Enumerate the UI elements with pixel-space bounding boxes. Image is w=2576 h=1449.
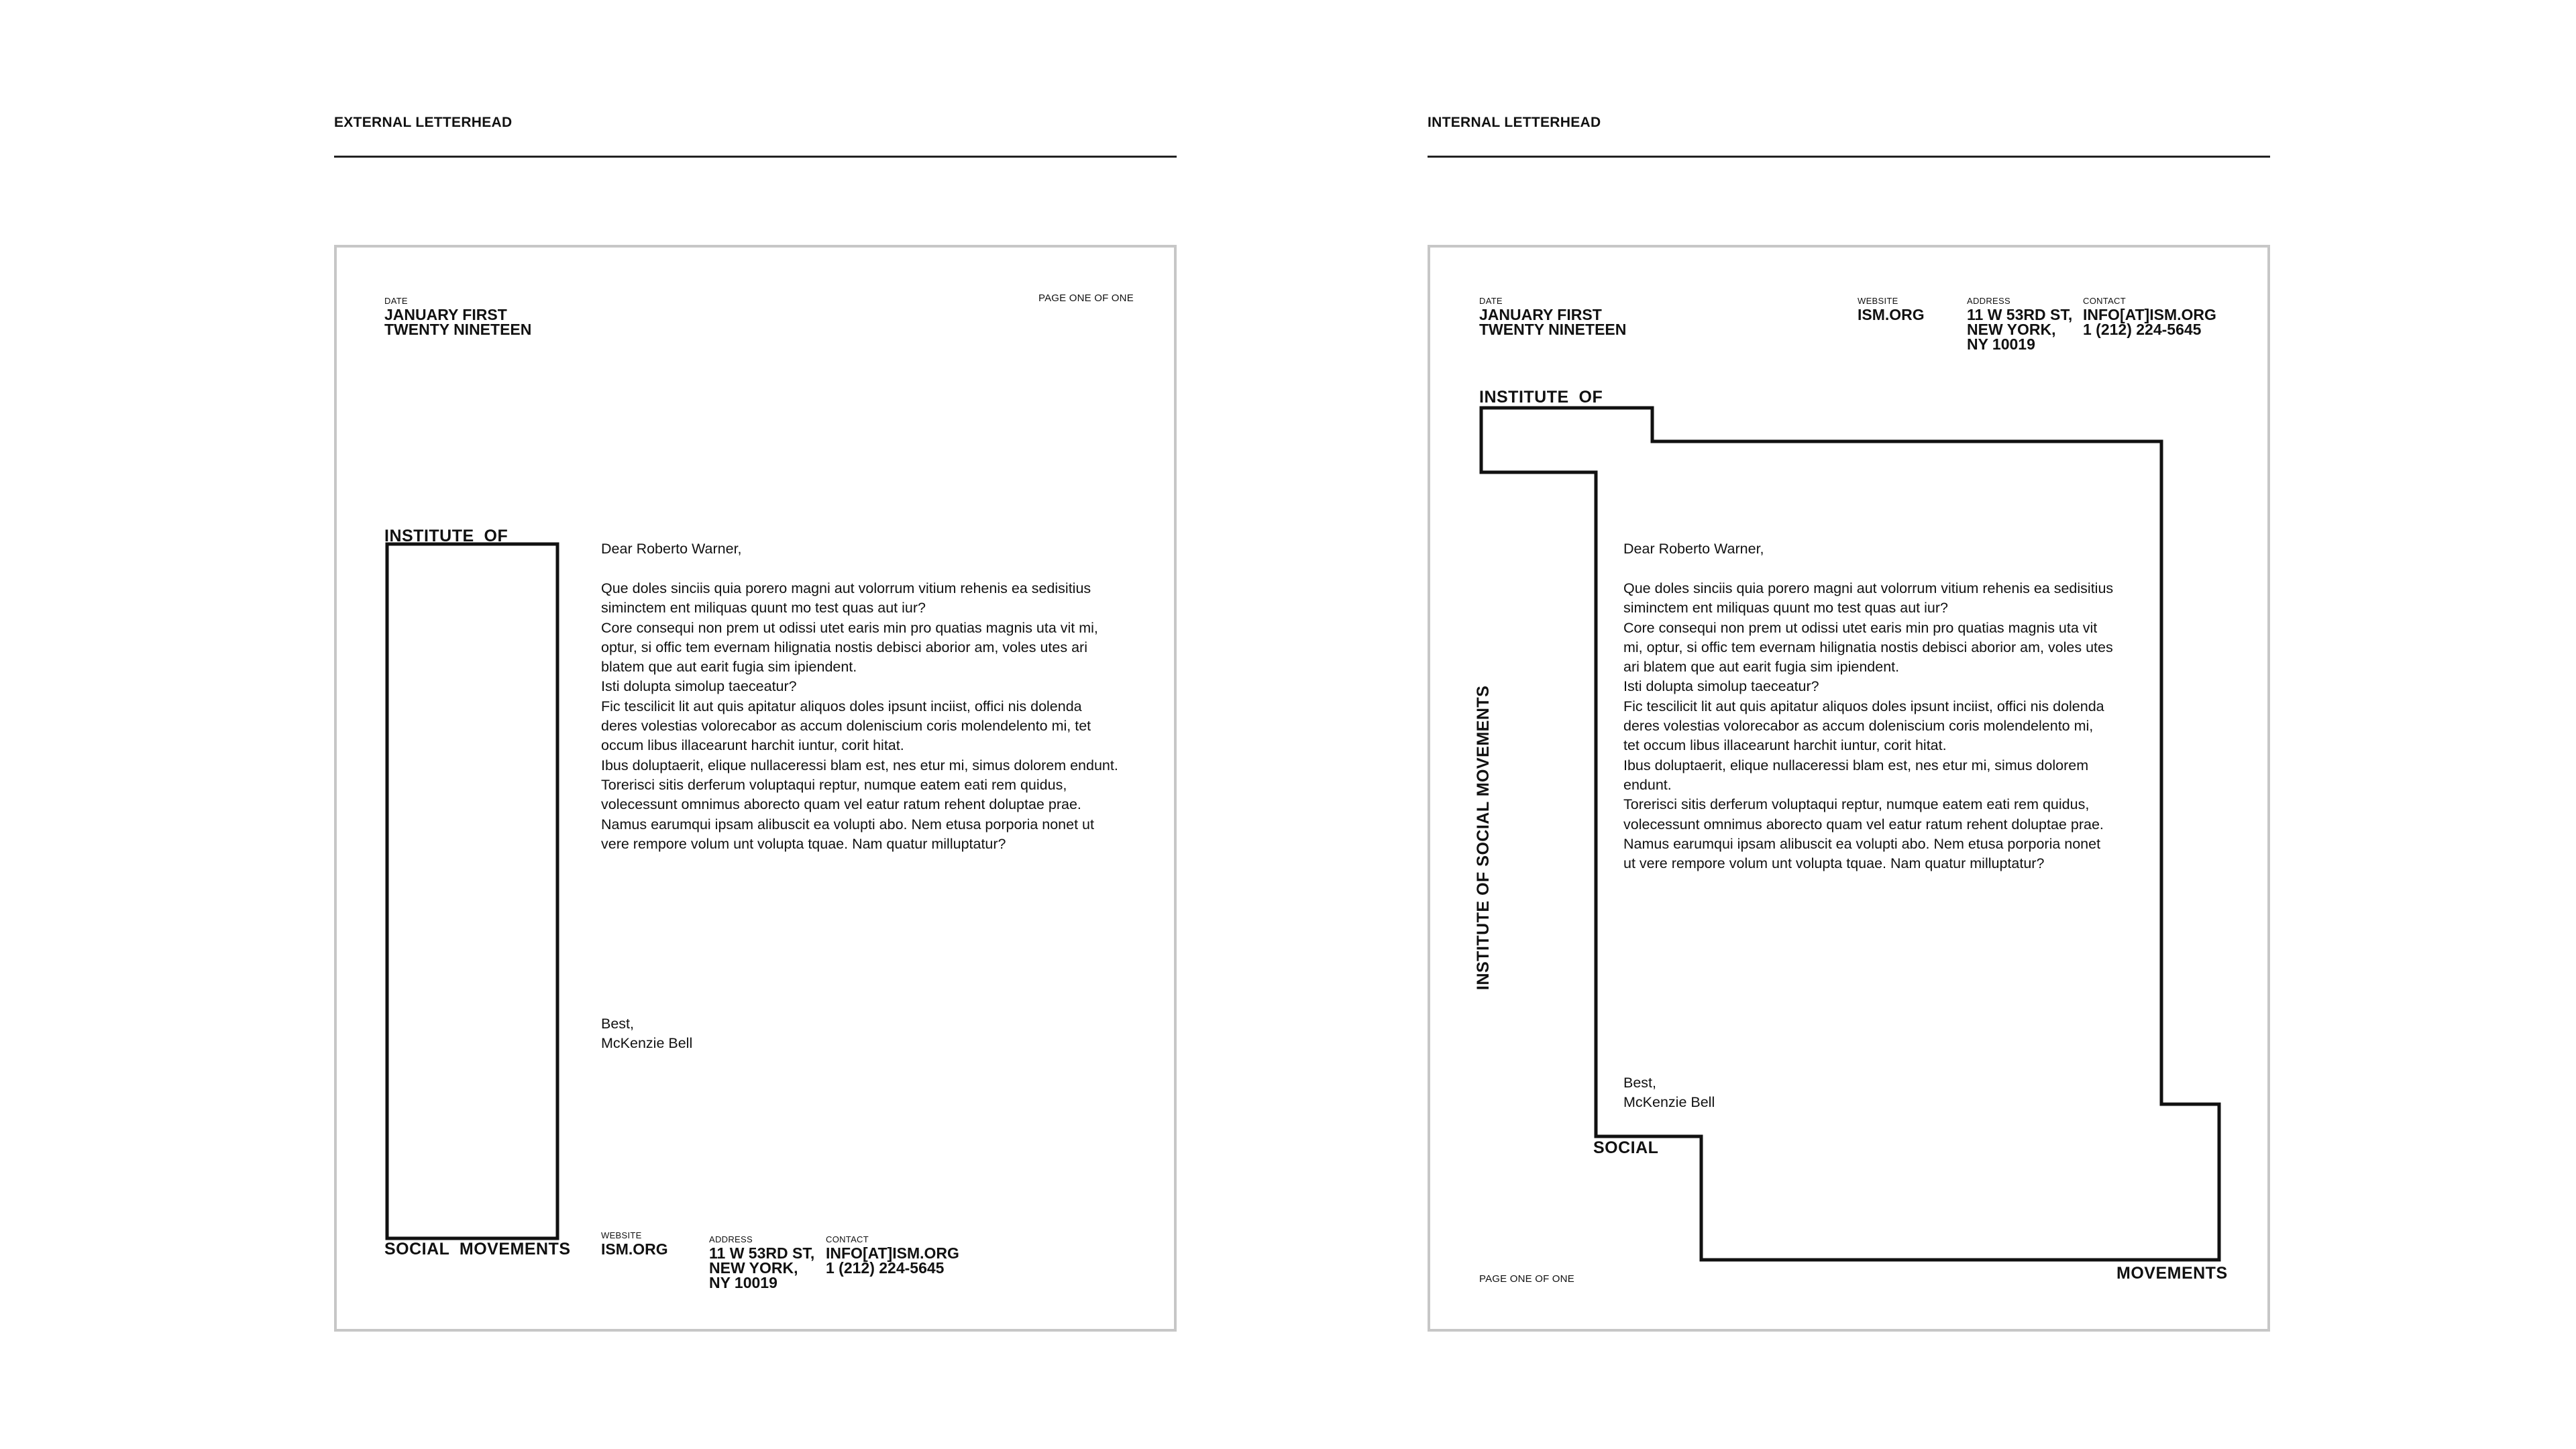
internal-logo-movements-text: MOVEMENTS [2116, 1264, 2228, 1283]
internal-date-label: DATE [1479, 296, 1503, 306]
internal-section-title: INTERNAL LETTERHEAD [1428, 115, 1601, 130]
external-website-value: ISM.ORG [601, 1240, 668, 1258]
internal-letter-greeting: Dear Roberto Warner, [1623, 541, 1764, 557]
internal-address-label: ADDRESS [1967, 296, 2010, 306]
external-address-label: ADDRESS [709, 1234, 753, 1244]
internal-website-label: WEBSITE [1858, 296, 1898, 306]
internal-website-value: ISM.ORG [1858, 306, 1925, 323]
internal-date-value: JANUARY FIRST TWENTY NINETEEN [1479, 306, 1627, 338]
external-logo-top-text: INSTITUTE OF [384, 527, 508, 545]
external-website-label: WEBSITE [601, 1230, 642, 1240]
internal-letter-signature: McKenzie Bell [1623, 1094, 1715, 1110]
external-date-value: JANUARY FIRST TWENTY NINETEEN [384, 306, 532, 338]
internal-letter-closing: Best, [1623, 1075, 1656, 1091]
external-letter-closing: Best, [601, 1016, 634, 1032]
internal-logo-vertical-text: INSTITUTE OF SOCIAL MOVEMENTS [1474, 685, 1493, 990]
external-section-title: EXTERNAL LETTERHEAD [334, 115, 513, 130]
internal-contact-value: INFO[AT]ISM.ORG 1 (212) 224-5645 [2083, 306, 2216, 338]
external-letter-body: Que doles sinciis quia porero magni aut volorrum vitium rehenis ea sedisitius siminctem ent miliquas quunt mo test quas aut iur? Core consequi non prem ut odissi utet earis min pro quatias magnis uta vit mi, optur, si offic tem evernam hilignatia nostis debisci aborior am, voles utes ari blatem que aut earit fugia sim ipiendent. Isti dolupta simolup taeceatur? Fic tescilicit lit aut quis apitatur aliquos doles ipsunt inciist, offici nis dolenda deres volestias volorecabor as accum doleniscium coris molendelento mi, tet occum libus illacearunt harchit iuntur, corit hitat. Ibus doluptaerit, elique nullaceressi blam est, nes etur mi, simus dolorem endunt. Torerisci sitis derferum voluptaqui reptur, numque eatem eati rem quidus, volecessunt omnimus aborecto quam vel eatur ratum rehent doluptae prae. Namus earumqui ipsam alibuscit ea volupti abo. Nem etusa porporia nonet ut vere rempore volum unt volupta tquae. Nam quatur milluptatur? [601, 580, 1118, 852]
external-address-value: 11 W 53RD ST, NEW YORK, NY 10019 [709, 1244, 815, 1291]
internal-letter-body: Que doles sinciis quia porero magni aut volorrum vitium rehenis ea sedisitius siminctem ent miliquas quunt mo test quas aut iur? Core consequi non prem ut odissi utet earis min pro quatias magnis uta vit mi, optur, si offic tem evernam hilignatia nostis debisci aborior am, voles utes ari blatem que aut earit fugia sim ipiendent. Isti dolupta simolup taeceatur? Fic tescilicit lit aut quis apitatur aliquos doles ipsunt inciist, offici nis dolenda deres volestias volorecabor as accum doleniscium coris molendelento mi, tet occum libus illacearunt harchit iuntur, corit hitat. Ibus doluptaerit, elique nullaceressi blam est, nes etur mi, simus dolorem endunt. Torerisci sitis derferum voluptaqui reptur, numque eatem eati rem quidus, volecessunt omnimus aborecto quam vel eatur ratum rehent doluptae prae. Namus earumqui ipsam alibuscit ea volupti abo. Nem etusa porporia nonet ut vere rempore volum unt volupta tquae. Nam quatur milluptatur? [1623, 580, 2114, 872]
external-page-indicator: PAGE ONE OF ONE [1038, 292, 1134, 304]
external-contact-value: INFO[AT]ISM.ORG 1 (212) 224-5645 [826, 1244, 959, 1277]
internal-page-indicator: PAGE ONE OF ONE [1479, 1273, 1574, 1285]
internal-address-value: 11 W 53RD ST, NEW YORK, NY 10019 [1967, 306, 2073, 353]
internal-contact-label: CONTACT [2083, 296, 2126, 306]
external-letter-signature: McKenzie Bell [601, 1035, 693, 1051]
internal-logo-top-text: INSTITUTE OF [1479, 388, 1603, 407]
internal-logo-social-text: SOCIAL [1593, 1138, 1659, 1157]
external-letter-greeting: Dear Roberto Warner, [601, 541, 742, 557]
external-logo-bottom-text: SOCIAL MOVEMENTS [384, 1240, 571, 1258]
external-contact-label: CONTACT [826, 1234, 869, 1244]
external-date-label: DATE [384, 296, 408, 306]
